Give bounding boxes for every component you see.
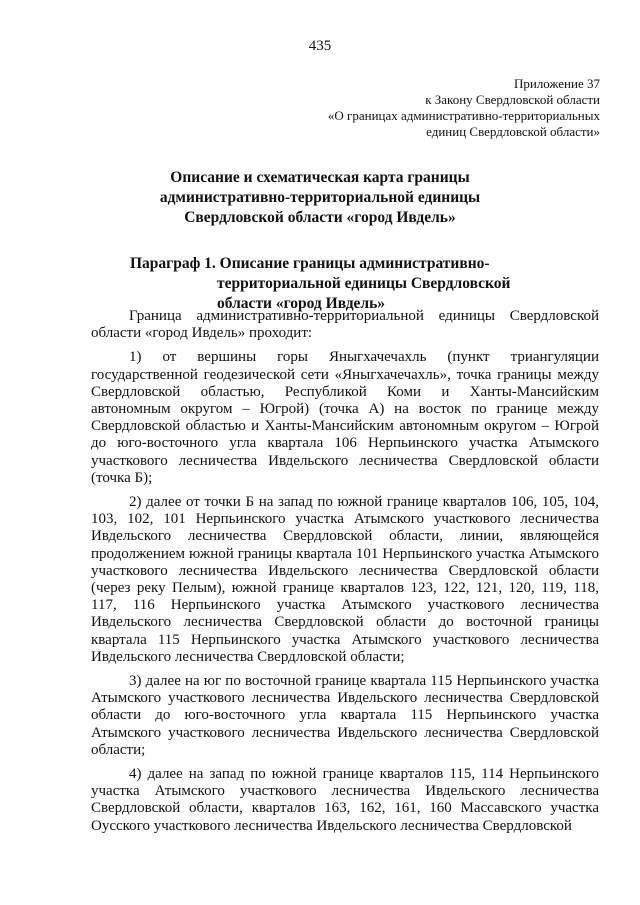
- appendix-line: к Закону Свердловской области: [425, 92, 600, 107]
- body-paragraph-item-2: 2) далее от точки Б на запад по южной границе кварталов 106, 105, 104, 103, 102, 101 Нерпьинского участка Атымского участкового лесничества Ивдельского лесничества Свердловской области, линии, являющейся продолжением южной границы квартала 101 Нерпьинского участка Атымского участкового лесничества Ивдельского лесничества Свердловской области (через реку Пелым), южной границе кварталов 123, 122, 121, 120, 119, 118, 117, 116 Нерпьинского участка Атымского участкового лесничества Ивдельского лесничества Свердловской области до восточной границы квартала 115 Нерпьинского участка Атымского участкового лесничества Ивдельского лесничества Свердловской области;: [91, 494, 599, 665]
- document-title: [0, 168, 640, 228]
- body-paragraph-intro: Граница административно-территориальной единицы Свердловской области «город Ивдель» проходит:: [91, 308, 599, 342]
- appendix-line: Приложение 37: [513, 76, 600, 91]
- heading-line: территориальной единицы Свердловской: [217, 275, 511, 292]
- appendix-note: [300, 76, 600, 140]
- page-number: 435: [308, 38, 332, 54]
- appendix-line: «О границах административно-территориальных: [327, 108, 600, 123]
- title-line: административно-территориальной единицы: [159, 189, 481, 206]
- body-paragraph-item-4: 4) далее на запад по южной границе кварталов 115, 114 Нерпьинского участка Атымского участкового лесничества Ивдельского лесничества Свердловской области, кварталов 163, 162, 161, 160 Массавского участка Оусского участкового лесничества Ивдельского лесничества Свердловской: [91, 766, 599, 834]
- body-text: [91, 308, 599, 842]
- title-line: Свердловской области «город Ивдель»: [184, 209, 456, 226]
- title-line: Описание и схематическая карта границы: [170, 169, 470, 186]
- paragraph-heading: [130, 254, 570, 314]
- heading-line: области «город Ивдель»: [217, 295, 386, 312]
- body-paragraph-item-3: 3) далее на юг по восточной границе квартала 115 Нерпьинского участка Атымского участкового лесничества Ивдельского лесничества Свердловской области до юго-восточного угла квартала 115 Нерпьинского участка Атымского участкового лесничества Ивдельского лесничества Свердловской области;: [91, 673, 599, 758]
- appendix-line: единиц Свердловской области»: [426, 124, 600, 139]
- heading-line: Параграф 1. Описание границы административно-: [130, 255, 490, 272]
- body-paragraph-item-1: 1) от вершины горы Яныгхачечахль (пункт триангуляции государственной геодезической сети «Яныгхачечахль», точка границы между Свердловской областью, Республикой Коми и Ханты-Мансийским автономным округом – Югрой) (точка А) на восток по границе между Свердловской областью и Ханты-Мансийским автономным округом – Югрой до юго-восточного угла квартала 106 Нерпьинского участка Атымского участкового лесничества Ивдельского лесничества Свердловской области (точка Б);: [91, 349, 599, 486]
